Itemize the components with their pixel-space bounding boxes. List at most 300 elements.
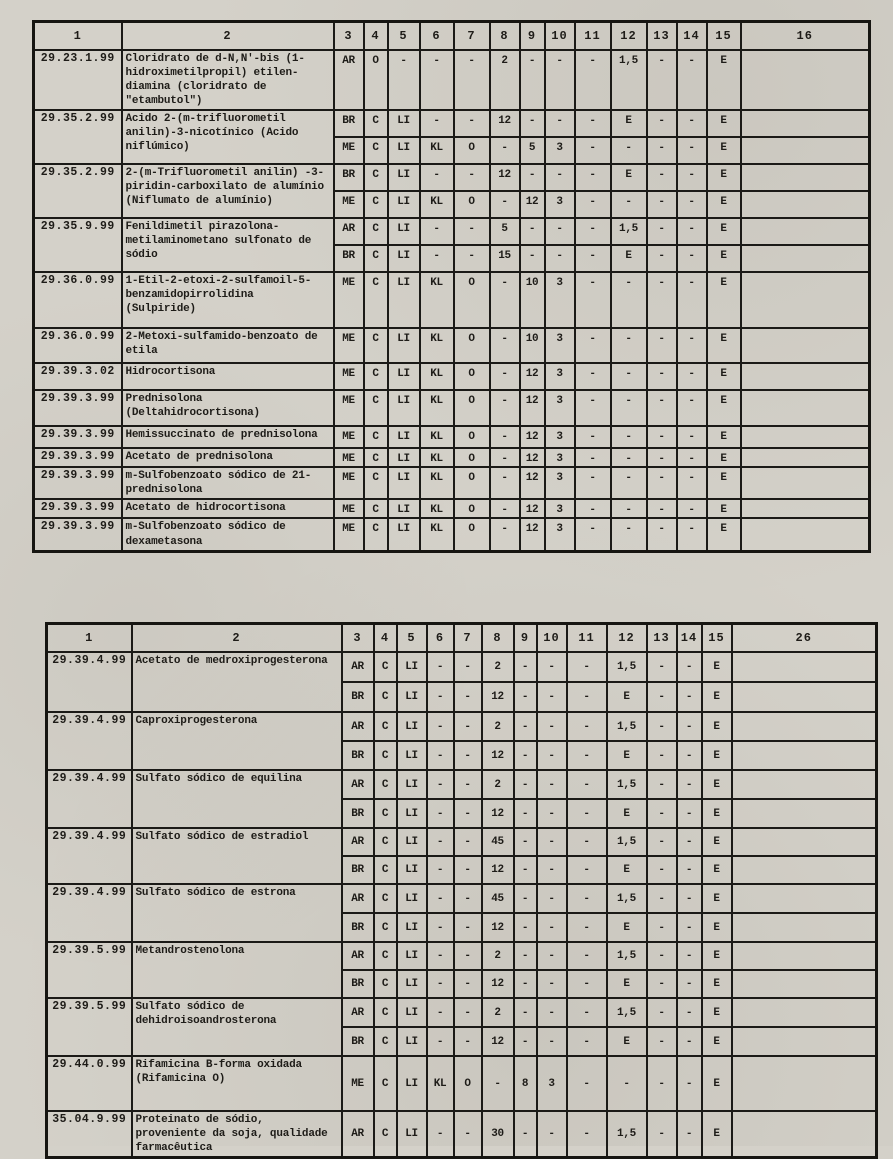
value-cell: BR: [342, 856, 374, 884]
value-cell: E: [702, 998, 732, 1027]
value-cell: -: [514, 1111, 537, 1158]
row-code: 29.39.3.99: [34, 426, 122, 448]
value-cell: -: [567, 712, 607, 741]
table-row: [34, 390, 870, 426]
value-cell: E: [707, 499, 741, 518]
value-cell: KL: [420, 467, 454, 499]
row-code: 29.36.0.99: [34, 272, 122, 328]
value-cell: LI: [397, 1111, 427, 1158]
value-cell: LI: [388, 110, 420, 137]
value-cell: -: [677, 110, 707, 137]
value-cell: ME: [334, 328, 364, 363]
value-cell: -: [611, 390, 647, 426]
value-cell: -: [611, 137, 647, 164]
column-header: 4: [374, 624, 397, 653]
value-cell: -: [490, 499, 520, 518]
value-cell: C: [364, 328, 388, 363]
value-cell: LI: [397, 652, 427, 682]
value-cell: LI: [388, 245, 420, 272]
value-cell: -: [677, 499, 707, 518]
row-code: 29.23.1.99: [34, 50, 122, 110]
table-row: [34, 218, 870, 245]
value-cell: 3: [545, 499, 575, 518]
notes-cell: [741, 499, 870, 518]
substance-name: Fenildimetil pirazolona-metilaminometano sulfonato de sódio: [122, 218, 334, 272]
value-cell: -: [647, 50, 677, 110]
value-cell: KL: [420, 518, 454, 551]
substance-name: m-Sulfobenzoato sódico de dexametasona: [122, 518, 334, 551]
table-row: [34, 328, 870, 363]
value-cell: C: [374, 741, 397, 770]
value-cell: -: [677, 467, 707, 499]
row-code: 29.39.4.99: [47, 712, 132, 770]
value-cell: C: [364, 191, 388, 218]
value-cell: E: [611, 164, 647, 191]
value-cell: 1,5: [607, 828, 647, 856]
substance-name: Caproxiprogesterona: [132, 712, 342, 770]
value-cell: -: [514, 770, 537, 799]
value-cell: -: [482, 1056, 514, 1111]
value-cell: -: [611, 518, 647, 551]
value-cell: E: [702, 682, 732, 712]
value-cell: KL: [427, 1056, 454, 1111]
document-table: [45, 622, 878, 1159]
value-cell: -: [490, 328, 520, 363]
value-cell: KL: [420, 137, 454, 164]
table-row: [34, 50, 870, 110]
value-cell: C: [364, 467, 388, 499]
value-cell: -: [677, 245, 707, 272]
column-header: 1: [47, 624, 132, 653]
value-cell: KL: [420, 426, 454, 448]
value-cell: -: [537, 1111, 567, 1158]
value-cell: -: [537, 682, 567, 712]
value-cell: -: [575, 272, 611, 328]
value-cell: -: [611, 328, 647, 363]
value-cell: E: [607, 799, 647, 828]
column-header: 9: [520, 22, 545, 51]
notes-cell: [732, 712, 877, 741]
value-cell: -: [454, 652, 482, 682]
row-code: 29.44.0.99: [47, 1056, 132, 1111]
notes-cell: [741, 245, 870, 272]
notes-cell: [732, 942, 877, 970]
value-cell: -: [677, 652, 702, 682]
row-code: 29.36.0.99: [34, 328, 122, 363]
value-cell: -: [575, 50, 611, 110]
table-row: [47, 770, 877, 799]
value-cell: KL: [420, 448, 454, 467]
notes-cell: [741, 467, 870, 499]
value-cell: -: [575, 518, 611, 551]
value-cell: -: [647, 1056, 677, 1111]
notes-cell: [732, 998, 877, 1027]
value-cell: 5: [490, 218, 520, 245]
notes-cell: [741, 272, 870, 328]
value-cell: LI: [397, 913, 427, 942]
value-cell: E: [707, 272, 741, 328]
value-cell: LI: [388, 426, 420, 448]
value-cell: ME: [342, 1056, 374, 1111]
value-cell: -: [454, 218, 490, 245]
value-cell: -: [427, 970, 454, 998]
value-cell: -: [454, 998, 482, 1027]
value-cell: LI: [388, 137, 420, 164]
notes-cell: [741, 164, 870, 191]
value-cell: E: [707, 218, 741, 245]
value-cell: -: [567, 942, 607, 970]
notes-cell: [732, 828, 877, 856]
notes-cell: [732, 799, 877, 828]
table-row: [47, 1056, 877, 1111]
value-cell: 12: [482, 741, 514, 770]
value-cell: AR: [342, 712, 374, 741]
value-cell: -: [545, 50, 575, 110]
column-header: 14: [677, 22, 707, 51]
column-header: 12: [611, 22, 647, 51]
value-cell: O: [454, 328, 490, 363]
value-cell: -: [420, 164, 454, 191]
notes-cell: [732, 1111, 877, 1158]
value-cell: -: [454, 245, 490, 272]
value-cell: 12: [520, 467, 545, 499]
value-cell: -: [537, 884, 567, 913]
value-cell: -: [427, 942, 454, 970]
value-cell: C: [374, 1111, 397, 1158]
notes-cell: [741, 390, 870, 426]
notes-cell: [741, 110, 870, 137]
value-cell: 45: [482, 828, 514, 856]
value-cell: E: [707, 191, 741, 218]
value-cell: -: [567, 1027, 607, 1056]
value-cell: E: [707, 328, 741, 363]
value-cell: O: [454, 467, 490, 499]
substance-name: 2-Metoxi-sulfamido-benzoato de etila: [122, 328, 334, 363]
value-cell: BR: [334, 245, 364, 272]
substance-name: Metandrostenolona: [132, 942, 342, 998]
value-cell: -: [647, 218, 677, 245]
value-cell: -: [388, 50, 420, 110]
value-cell: -: [427, 828, 454, 856]
value-cell: -: [647, 110, 677, 137]
table-row: [47, 712, 877, 741]
value-cell: -: [514, 913, 537, 942]
value-cell: 1,5: [607, 1111, 647, 1158]
value-cell: -: [677, 164, 707, 191]
value-cell: -: [490, 191, 520, 218]
value-cell: BR: [342, 741, 374, 770]
tariff-table-1: [32, 20, 870, 553]
value-cell: E: [702, 770, 732, 799]
value-cell: -: [567, 799, 607, 828]
value-cell: -: [677, 137, 707, 164]
table-row: [34, 518, 870, 551]
value-cell: -: [545, 164, 575, 191]
value-cell: E: [707, 245, 741, 272]
value-cell: E: [702, 942, 732, 970]
value-cell: -: [514, 741, 537, 770]
value-cell: -: [454, 970, 482, 998]
value-cell: 15: [490, 245, 520, 272]
value-cell: BR: [334, 110, 364, 137]
value-cell: -: [454, 682, 482, 712]
value-cell: 3: [537, 1056, 567, 1111]
value-cell: -: [514, 652, 537, 682]
row-code: 29.39.3.99: [34, 467, 122, 499]
row-code: 29.39.3.99: [34, 518, 122, 551]
table-row: [47, 884, 877, 913]
value-cell: -: [647, 363, 677, 390]
value-cell: AR: [334, 50, 364, 110]
table-row: [34, 426, 870, 448]
value-cell: -: [677, 448, 707, 467]
value-cell: E: [702, 1111, 732, 1158]
notes-cell: [732, 913, 877, 942]
value-cell: -: [490, 448, 520, 467]
table-row: [34, 448, 870, 467]
value-cell: 3: [545, 363, 575, 390]
notes-cell: [732, 770, 877, 799]
value-cell: 5: [520, 137, 545, 164]
value-cell: -: [677, 1111, 702, 1158]
column-header: 6: [427, 624, 454, 653]
value-cell: C: [364, 218, 388, 245]
value-cell: KL: [420, 390, 454, 426]
value-cell: -: [454, 913, 482, 942]
value-cell: -: [420, 218, 454, 245]
value-cell: BR: [342, 1027, 374, 1056]
value-cell: C: [364, 137, 388, 164]
value-cell: -: [537, 652, 567, 682]
value-cell: AR: [342, 828, 374, 856]
column-header: 10: [545, 22, 575, 51]
value-cell: -: [537, 799, 567, 828]
row-code: 35.04.9.99: [47, 1111, 132, 1158]
notes-cell: [741, 448, 870, 467]
value-cell: -: [514, 828, 537, 856]
notes-cell: [732, 884, 877, 913]
value-cell: -: [647, 913, 677, 942]
value-cell: O: [454, 137, 490, 164]
value-cell: -: [575, 110, 611, 137]
value-cell: E: [702, 712, 732, 741]
value-cell: E: [707, 164, 741, 191]
value-cell: BR: [342, 682, 374, 712]
value-cell: -: [647, 770, 677, 799]
value-cell: 2: [482, 942, 514, 970]
value-cell: -: [611, 363, 647, 390]
value-cell: 12: [482, 682, 514, 712]
value-cell: E: [707, 426, 741, 448]
value-cell: -: [647, 1111, 677, 1158]
value-cell: AR: [342, 942, 374, 970]
value-cell: -: [647, 682, 677, 712]
value-cell: C: [364, 499, 388, 518]
value-cell: AR: [342, 770, 374, 799]
value-cell: E: [607, 1027, 647, 1056]
value-cell: -: [647, 942, 677, 970]
value-cell: E: [702, 741, 732, 770]
value-cell: -: [490, 467, 520, 499]
value-cell: -: [514, 998, 537, 1027]
notes-cell: [741, 50, 870, 110]
column-header: 3: [342, 624, 374, 653]
value-cell: -: [427, 652, 454, 682]
value-cell: -: [677, 426, 707, 448]
value-cell: KL: [420, 272, 454, 328]
value-cell: 2: [482, 770, 514, 799]
value-cell: C: [374, 884, 397, 913]
value-cell: -: [677, 913, 702, 942]
value-cell: E: [702, 1027, 732, 1056]
value-cell: AR: [342, 652, 374, 682]
value-cell: 45: [482, 884, 514, 913]
value-cell: -: [677, 856, 702, 884]
value-cell: C: [364, 164, 388, 191]
value-cell: BR: [342, 799, 374, 828]
value-cell: LI: [397, 682, 427, 712]
value-cell: -: [677, 682, 702, 712]
value-cell: C: [374, 942, 397, 970]
column-header: 26: [732, 624, 877, 653]
value-cell: -: [537, 741, 567, 770]
value-cell: -: [454, 712, 482, 741]
value-cell: 12: [520, 390, 545, 426]
value-cell: LI: [397, 712, 427, 741]
value-cell: -: [514, 712, 537, 741]
value-cell: 1,5: [607, 884, 647, 913]
value-cell: 30: [482, 1111, 514, 1158]
value-cell: 12: [520, 191, 545, 218]
value-cell: LI: [397, 970, 427, 998]
value-cell: 3: [545, 191, 575, 218]
notes-cell: [732, 856, 877, 884]
value-cell: -: [514, 799, 537, 828]
value-cell: LI: [397, 1027, 427, 1056]
value-cell: C: [364, 363, 388, 390]
value-cell: -: [545, 245, 575, 272]
value-cell: E: [707, 363, 741, 390]
value-cell: -: [454, 856, 482, 884]
value-cell: C: [364, 110, 388, 137]
value-cell: -: [427, 712, 454, 741]
value-cell: -: [647, 970, 677, 998]
value-cell: LI: [388, 390, 420, 426]
value-cell: C: [364, 245, 388, 272]
value-cell: 12: [482, 970, 514, 998]
value-cell: C: [374, 913, 397, 942]
value-cell: -: [575, 137, 611, 164]
value-cell: -: [514, 856, 537, 884]
substance-name: 2-(m-Trifluorometil anilin) -3-piridin-carboxilato de alumínio (Niflumato de alumínio): [122, 164, 334, 218]
value-cell: -: [611, 499, 647, 518]
column-header: 3: [334, 22, 364, 51]
value-cell: -: [427, 998, 454, 1027]
value-cell: -: [677, 970, 702, 998]
value-cell: 1,5: [607, 712, 647, 741]
column-header: 12: [607, 624, 647, 653]
value-cell: AR: [342, 1111, 374, 1158]
value-cell: AR: [334, 218, 364, 245]
value-cell: E: [707, 467, 741, 499]
value-cell: -: [454, 50, 490, 110]
value-cell: -: [454, 884, 482, 913]
value-cell: -: [420, 50, 454, 110]
value-cell: 3: [545, 448, 575, 467]
value-cell: -: [567, 682, 607, 712]
value-cell: -: [647, 448, 677, 467]
value-cell: 3: [545, 328, 575, 363]
value-cell: -: [677, 390, 707, 426]
table-row: [34, 467, 870, 499]
value-cell: -: [575, 218, 611, 245]
value-cell: -: [490, 390, 520, 426]
value-cell: C: [374, 1056, 397, 1111]
value-cell: LI: [388, 272, 420, 328]
value-cell: BR: [334, 164, 364, 191]
value-cell: LI: [397, 1056, 427, 1111]
value-cell: AR: [342, 998, 374, 1027]
value-cell: -: [647, 712, 677, 741]
value-cell: 10: [520, 328, 545, 363]
header-row: [47, 624, 877, 653]
substance-name: 1-Etil-2-etoxi-2-sulfamoil-5-benzamidopirrolidina (Sulpiride): [122, 272, 334, 328]
value-cell: -: [677, 191, 707, 218]
row-code: 29.35.2.99: [34, 164, 122, 218]
column-header: 2: [132, 624, 342, 653]
value-cell: O: [454, 390, 490, 426]
value-cell: -: [647, 390, 677, 426]
notes-cell: [732, 970, 877, 998]
value-cell: -: [567, 884, 607, 913]
value-cell: -: [537, 913, 567, 942]
value-cell: -: [607, 1056, 647, 1111]
value-cell: -: [454, 942, 482, 970]
value-cell: E: [607, 682, 647, 712]
substance-name: Acetato de hidrocortisona: [122, 499, 334, 518]
value-cell: LI: [388, 518, 420, 551]
row-code: 29.39.4.99: [47, 884, 132, 942]
value-cell: -: [427, 1111, 454, 1158]
value-cell: C: [364, 272, 388, 328]
value-cell: ME: [334, 467, 364, 499]
value-cell: E: [702, 884, 732, 913]
value-cell: E: [702, 652, 732, 682]
value-cell: 12: [490, 110, 520, 137]
column-header: 1: [34, 22, 122, 51]
value-cell: 12: [482, 856, 514, 884]
substance-name: Hemissuccinato de prednisolona: [122, 426, 334, 448]
substance-name: Rifamicina B-forma oxidada (Rifamicina O): [132, 1056, 342, 1111]
notes-cell: [741, 328, 870, 363]
value-cell: 12: [520, 518, 545, 551]
value-cell: LI: [388, 448, 420, 467]
value-cell: -: [490, 426, 520, 448]
substance-name: Prednisolona (Deltahidrocortisona): [122, 390, 334, 426]
value-cell: -: [427, 1027, 454, 1056]
column-header: 15: [702, 624, 732, 653]
value-cell: E: [702, 1056, 732, 1111]
value-cell: ME: [334, 390, 364, 426]
value-cell: E: [707, 448, 741, 467]
value-cell: -: [514, 1027, 537, 1056]
value-cell: -: [575, 164, 611, 191]
value-cell: LI: [397, 884, 427, 913]
table-row: [47, 828, 877, 856]
value-cell: O: [454, 518, 490, 551]
row-code: 29.39.3.99: [34, 499, 122, 518]
value-cell: -: [427, 884, 454, 913]
